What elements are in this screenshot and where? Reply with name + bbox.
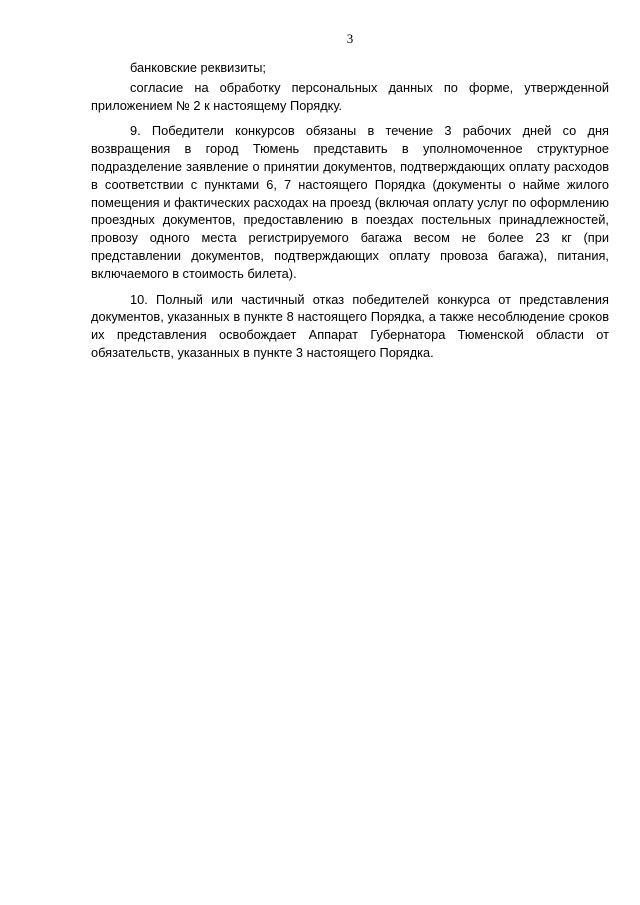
paragraph-item-9: 9. Победители конкурсов обязаны в течение 3 рабочих дней со дня возвращения в город Тюмень представить в уполномоченное структурное подразделение заявление о принятии документов, подтверждающих оплату расходов в соответствии с пунктами 6, 7 настоящего Порядка (документы о найме жилого помещения и фактических расходах на проезд (включая оплату услуг по оформлению проездных документов, предоставлению в поездах постельных принадлежностей, провозу одного места регистрируемого багажа весом не более 23 кг (при представлении документов, подтверждающих оплату провоза багажа), питания, включаемого в стоимость билета). bbox=[91, 123, 609, 281]
paragraph-consent: согласие на обработку персональных данных по форме, утвержденной приложением № 2 к настоящему Порядку. bbox=[91, 79, 609, 113]
page-number: 3 bbox=[346, 31, 354, 46]
paragraph-item-10: 10. Полный или частичный отказ победителей конкурса от представления документов, указанных в пункте 8 настоящего Порядка, а также несоблюдение сроков их представления освобождает Аппарат Губернатора Тюменской области от обязательств, указанных в пункте 3 настоящего Порядка. bbox=[91, 291, 609, 360]
document-body bbox=[91, 59, 609, 362]
paragraph-bank-details: банковские реквизиты; bbox=[130, 60, 266, 75]
